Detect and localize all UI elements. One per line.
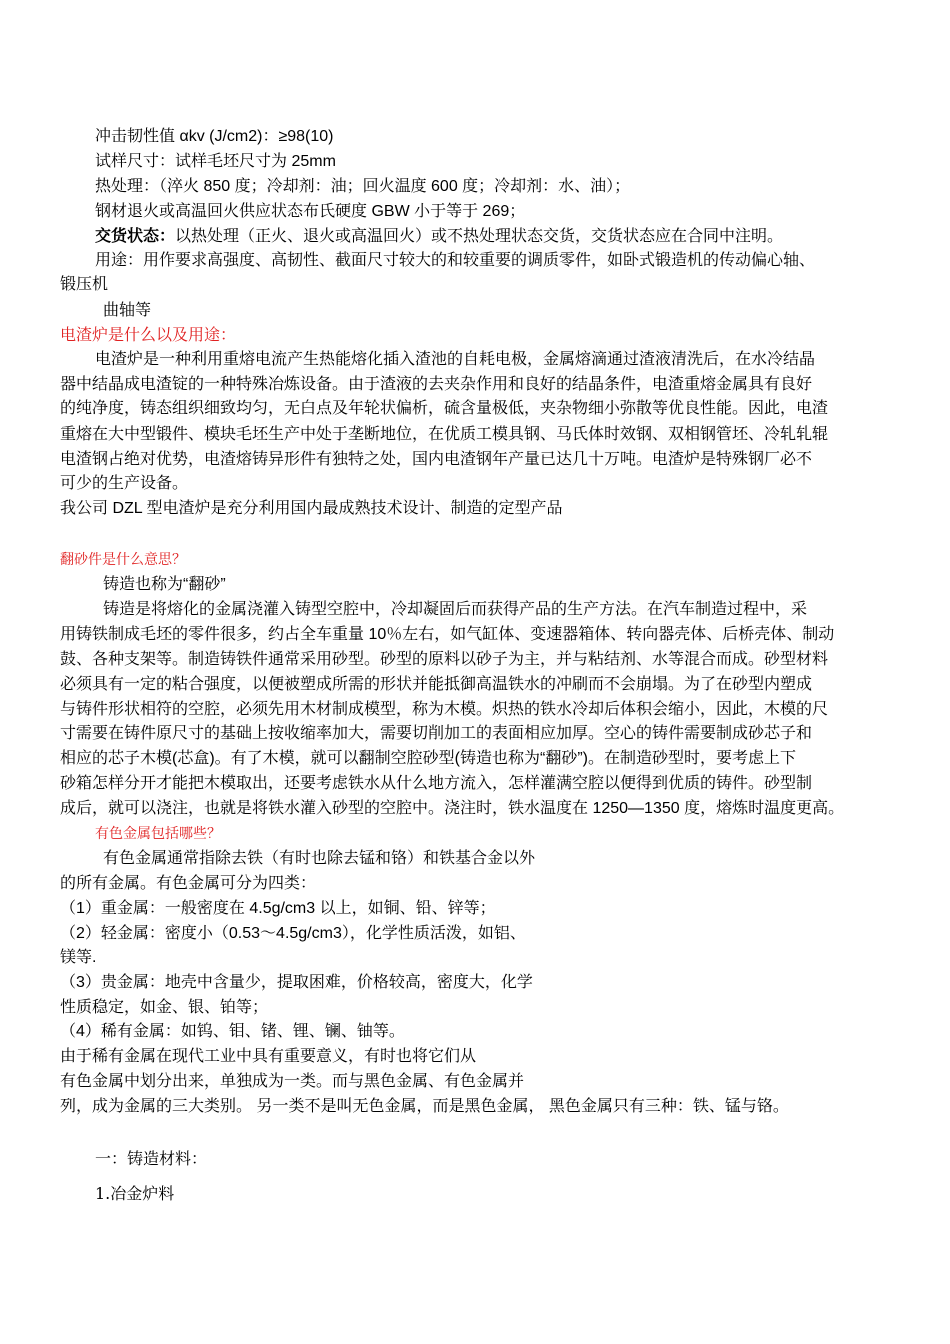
hardness-line: 钢材退火或高温回火供应状态布氏硬度 GBW 小于等于 269； — [95, 203, 526, 220]
esr-paragraph-line: 的纯净度，铸态组织细致均匀，无白点及年轮状偏析，硫含量极低，夹杂物细小弥散等优良性能。因此，电渣 — [60, 400, 829, 417]
nonferrous-line: 镁等. — [60, 949, 97, 966]
nonferrous-line: （1）重金属：一般密度在 4.5g/cm3 以上，如铜、铅、锌等； — [60, 900, 496, 917]
nonferrous-line: （4）稀有金属：如钨、钼、锗、锂、镧、铀等。 — [60, 1023, 405, 1040]
esr-paragraph-line: 可少的生产设备。 — [60, 475, 189, 492]
esr-company-line: 我公司 DZL 型电渣炉是充分利用国内最成熟技术设计、制造的定型产品 — [60, 500, 563, 517]
sand-paragraph-line: 相应的芯子木模(芯盒)。有了木模，就可以翻制空腔砂型(铸造也称为“翻砂”)。在制造砂型时，要考虑上下 — [60, 750, 796, 767]
sand-casting-heading: 翻砂件是什么意思？ — [60, 552, 186, 568]
delivery-state-line — [95, 225, 945, 250]
nonferrous-line: （2）轻金属：密度小（0.53～4.5g/cm3），化学性质活泼，如铝、 — [60, 925, 526, 942]
sample-size-line: 试样尺寸：试样毛坯尺寸为 25mm — [95, 153, 336, 170]
nonferrous-line: 列，成为金属的三大类别。 另一类不是叫无色金属，而是黑色金属， 黑色金属只有三种：铁、锰与铬。 — [60, 1098, 789, 1115]
sand-paragraph-line: 必须具有一定的粘合强度，以便被塑成所需的形状并能抵御高温铁水的冲刷而不会崩塌。为了在砂型内塑成 — [60, 676, 813, 693]
nonferrous-line: 由于稀有金属在现代工业中具有重要意义，有时也将它们从 — [60, 1048, 477, 1065]
sand-casting-intro: 铸造也称为“翻砂” — [103, 576, 226, 593]
esr-heading: 电渣炉是什么以及用途： — [60, 325, 237, 344]
delivery-state-text: 以热处理（正火、退火或高温回火）或不热处理状态交货，交货状态应在合同中注明。 — [175, 228, 784, 245]
nonferrous-heading: 有色金属包括哪些？ — [95, 826, 221, 842]
esr-paragraph-line: 电渣钢占绝对优势，电渣熔铸异形件有独特之处，国内电渣钢年产量已达几十万吨。电渣炉是特殊钢厂必不 — [60, 451, 813, 468]
casting-materials-heading: 一：铸造材料： — [95, 1149, 208, 1168]
nonferrous-line: 有色金属通常指除去铁（有时也除去锰和铬）和铁基合金以外 — [103, 850, 536, 867]
sand-paragraph-line: 成后，就可以浇注，也就是将铁水灌入砂型的空腔中。浇注时，铁水温度在 1250—1350 度，熔炼时温度更高。 — [60, 800, 845, 817]
esr-paragraph-line: 电渣炉是一种利用重熔电流产生热能熔化插入渣池的自耗电极，金属熔滴通过渣液清洗后，在水冷结晶 — [95, 351, 816, 368]
usage-line-3: 曲轴等 — [103, 302, 152, 319]
impact-toughness-line: 冲击韧性值 αkv (J/cm2)：≥98(10) — [95, 128, 334, 145]
nonferrous-line: （3）贵金属：地壳中含量少，提取困难，价格较高，密度大，化学 — [60, 974, 533, 991]
usage-line-1: 用途：用作要求高强度、高韧性、截面尺寸较大的和较重要的调质零件，如卧式锻造机的传动偏心轴、 — [95, 252, 816, 269]
usage-line-2: 锻压机 — [60, 276, 109, 293]
sand-paragraph-line: 砂箱怎样分开才能把木模取出，还要考虑铁水从什么地方流入，怎样灌满空腔以便得到优质的铸件。砂型制 — [60, 775, 813, 792]
heat-treatment-line: 热处理：（淬火 850 度；冷却剂：油；回火温度 600 度；冷却剂：水、油）； — [95, 178, 631, 195]
sand-paragraph-line: 寸需要在铸件原尺寸的基础上按收缩率加大，需要切削加工的表面相应加厚。空心的铸件需要制成砂芯子和 — [60, 725, 813, 742]
nonferrous-line: 的所有金属。有色金属可分为四类： — [60, 875, 317, 892]
delivery-state-label: 交货状态： — [95, 228, 176, 245]
sand-paragraph-line: 用铸铁制成毛坯的零件很多，约占全车重量 10％左右，如气缸体、变速器箱体、转向器壳体、后桥壳体、制动 — [60, 626, 835, 643]
sand-paragraph-line: 铸造是将熔化的金属浇灌入铸型空腔中，冷却凝固后而获得产品的生产方法。在汽车制造过程中，采 — [103, 601, 808, 618]
esr-paragraph-line: 重熔在大中型锻件、模块毛坯生产中处于垄断地位，在优质工模具钢、马氏体时效钢、双相钢管坯、冷轧轧辊 — [60, 426, 829, 443]
esr-paragraph-line: 器中结晶成电渣锭的一种特殊冶炼设备。由于渣液的去夹杂作用和良好的结晶条件，电渣重熔金属具有良好 — [60, 376, 813, 393]
sand-paragraph-line: 与铸件形状相符的空腔，必须先用木材制成模型，称为木模。炽热的铁水冷却后体积会缩小，因此，木模的尺 — [60, 701, 829, 718]
casting-item-1: 1.冶金炉料 — [95, 1184, 175, 1203]
sand-paragraph-line: 鼓、各种支架等。制造铸铁件通常采用砂型。砂型的原料以砂子为主，并与粘结剂、水等混合而成。砂型材料 — [60, 651, 829, 668]
nonferrous-line: 性质稳定，如金、银、铂等； — [60, 999, 269, 1016]
nonferrous-line: 有色金属中划分出来，单独成为一类。而与黑色金属、有色金属并 — [60, 1073, 525, 1090]
